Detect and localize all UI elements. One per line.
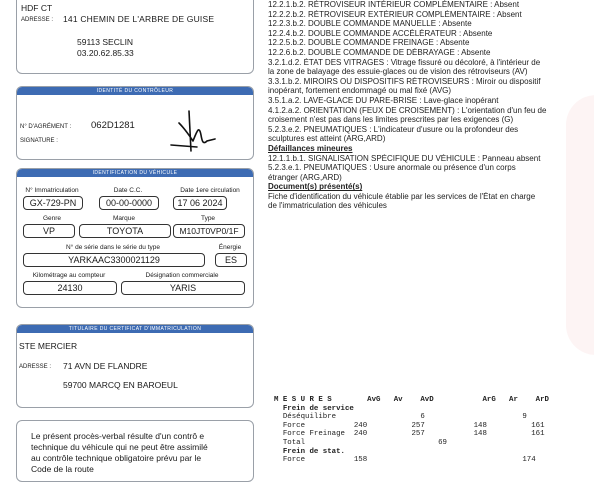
- date-cc-field: 00-00-0000: [99, 196, 159, 210]
- defect-line: croisement n'est pas dans les limites prescrites par les exigences (G): [268, 115, 514, 125]
- signature-image: [167, 105, 227, 157]
- measures-row: Frein de stat.: [274, 447, 345, 456]
- vin-label: N° de série dans le série du type: [65, 244, 160, 251]
- defect-line: inopérant, fortement endommagé ou mal fixé (AVG): [268, 86, 452, 96]
- measures-row: Force Freinage 240 257 148 161: [274, 430, 545, 439]
- holder-address-label: ADRESSE :: [19, 364, 52, 370]
- defect-line: sculptures est atteint (ARG,ARD): [268, 134, 386, 144]
- measures-row: Déséquilibre 6 9: [274, 413, 527, 422]
- notice-box: [16, 420, 254, 482]
- defect-line: 3.5.1.a.2. LAVE-GLACE DU PARE-BRISE : Lave-glace inopérant: [268, 95, 499, 105]
- defects-list: [268, 0, 592, 211]
- defect-line: 4.1.2.a.2. ORIENTATION (FEUX DE CROISEMENT) : L'orientation d'un feu de: [268, 105, 547, 115]
- brand-field: TOYOTA: [79, 224, 171, 238]
- measures-row: Frein de service: [274, 404, 354, 413]
- holder-box: [16, 324, 254, 408]
- holder-banner: TITULAIRE DU CERTIFICAT D'IMMATRICULATION: [17, 325, 253, 333]
- defect-line: 12.2.4.b.2. DOUBLE COMMANDE ACCÉLÉRATEUR : Absente: [268, 28, 493, 38]
- genre-field: VP: [23, 224, 75, 238]
- defect-line: 5.2.3.e.1. PNEUMATIQUES : Usure anormale ou présence d'un corps: [268, 163, 516, 173]
- holder-name: STE MERCIER: [19, 341, 78, 351]
- center-name: HDF CT: [21, 3, 53, 13]
- vin-field: YARKAAC3300021129: [23, 253, 205, 267]
- defect-line: 3.2.1.d.2. ÉTAT DES VITRAGES : Vitrage fissuré ou décoloré, à l'intérieur de: [268, 57, 541, 67]
- type-label: Type: [200, 215, 216, 222]
- controller-banner: IDENTITÉ DU CONTRÔLEUR: [17, 87, 253, 95]
- measures-row: Force 240 257 148 161: [274, 421, 545, 430]
- center-address: 141 CHEMIN DE L'ARBRE DE GUISE: [63, 14, 215, 24]
- defect-line: 5.2.3.e.2. PNEUMATIQUES : L'indicateur d'usure ou la profondeur des: [268, 124, 519, 134]
- defect-line: 12.1.1.b.1. SIGNALISATION SPÉCIFIQUE DU VÉHICULE : Panneau absent: [268, 153, 541, 163]
- center-info-box: [16, 0, 254, 74]
- defect-line: 12.2.1.b.2. RÉTROVISEUR INTÉRIEUR COMPLÉMENTAIRE : Absent: [268, 0, 520, 9]
- center-phone: 03.20.62.85.33: [77, 48, 134, 58]
- minor-defects-title: Défaillances mineures: [268, 143, 353, 153]
- agreement-label: N° D'AGRÉMENT :: [20, 124, 72, 130]
- defects-panel: [266, 0, 594, 470]
- first-registration-label: Date 1ere circulation: [180, 187, 240, 194]
- energy-field: ES: [215, 253, 247, 267]
- measures-table: [274, 396, 592, 465]
- notice-line: technique du véhicule qui ne peut être assimilé: [31, 442, 208, 452]
- brand-label: Marque: [112, 215, 136, 222]
- center-address-label: ADRESSE :: [21, 17, 54, 23]
- notice-line: Le présent procès-verbal résulte d'un contrô e: [31, 431, 205, 441]
- defect-line: 12.2.5.b.2. DOUBLE COMMANDE FREINAGE : Absente: [268, 38, 470, 48]
- commercial-field: YARIS: [121, 281, 245, 295]
- defect-line: 3.3.1.b.2. MIROIRS OU DISPOSITIFS RÉTROVISEURS : Miroir ou dispositif: [268, 76, 541, 86]
- document-line: de l'immatriculation des véhicules: [268, 201, 387, 211]
- energy-label: Énergie: [218, 244, 242, 251]
- agreement-number: 062D1281: [91, 120, 135, 131]
- center-city: 59113 SECLIN: [77, 37, 134, 47]
- plate-label: N° Immatriculation: [25, 187, 79, 194]
- date-cc-label: Date C.C.: [113, 187, 143, 194]
- plate-field: GX-729-PN: [23, 196, 83, 210]
- holder-city: 59700 MARCQ EN BAROEUL: [63, 380, 178, 390]
- notice-line: au contrôle technique obligatoire prévu par le: [31, 453, 202, 463]
- defect-line: 12.2.6.b.2. DOUBLE COMMANDE DE DÉBRAYAGE : Absente: [268, 47, 491, 57]
- vehicle-box: [16, 168, 254, 308]
- genre-label: Genre: [42, 215, 62, 222]
- signature-label: SIGNATURE :: [20, 138, 58, 144]
- defect-line: la zone de balayage des essuie-glaces ou de vision des rétroviseurs (AV): [268, 67, 528, 77]
- notice-line: Code de la route: [31, 464, 94, 474]
- mileage-label: Kilométrage au compteur: [32, 272, 106, 279]
- mileage-field: 24130: [23, 281, 117, 295]
- documents-title: Document(s) présenté(s): [268, 182, 363, 192]
- measures-row: Force 158 174: [274, 456, 536, 465]
- defect-line: 12.2.2.b.2. RÉTROVISEUR EXTÉRIEUR COMPLÉMENTAIRE : Absent: [268, 9, 522, 19]
- first-registration-field: 17 06 2024: [173, 196, 227, 210]
- defect-line: 12.2.3.b.2. DOUBLE COMMANDE MANUELLE : Absente: [268, 19, 472, 29]
- document-line: Fiche d'identification du véhicule établie par les services de l'État en charge: [268, 191, 536, 201]
- type-field: M10JT0VP0/1F: [173, 224, 245, 238]
- holder-address: 71 AVN DE FLANDRE: [63, 361, 148, 371]
- commercial-label: Désignation commerciale: [145, 272, 219, 279]
- defect-line: étranger (ARG,ARD): [268, 172, 342, 182]
- measures-header: M E S U R E S AvG Av AvD ArG Ar ArD: [274, 396, 549, 404]
- controller-box: [16, 86, 254, 160]
- measures-row: Total 69: [274, 438, 447, 447]
- vehicle-banner: IDENTIFICATION DU VÉHICULE: [17, 169, 253, 177]
